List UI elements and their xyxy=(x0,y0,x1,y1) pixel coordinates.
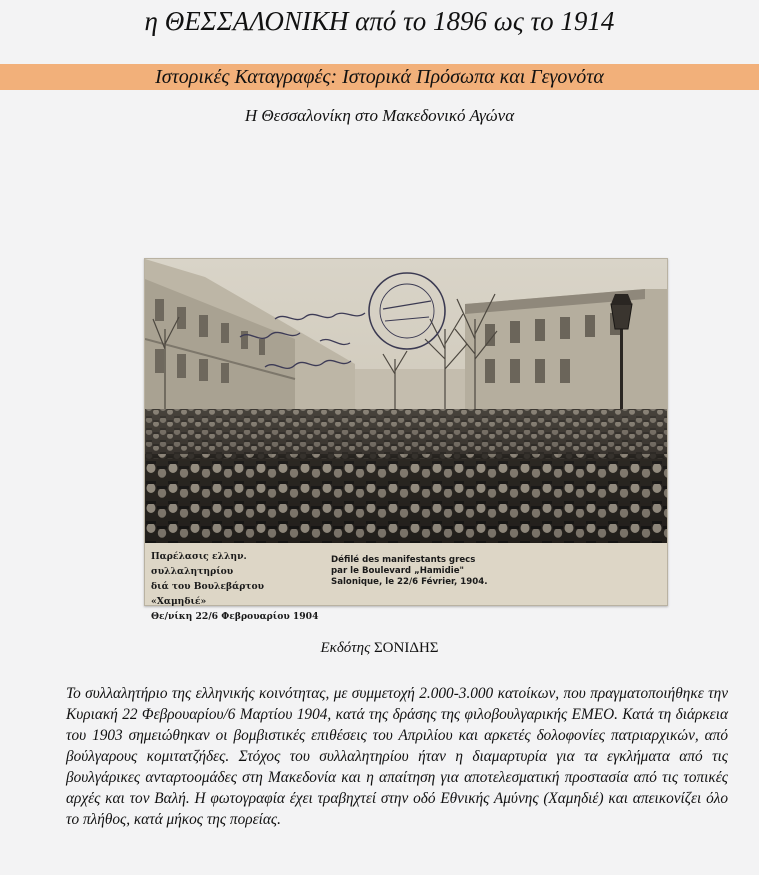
caption-french-line-2: par le Boulevard „Hamidie" xyxy=(331,566,465,576)
caption-french-line-1: Défilé des manifestants grecs xyxy=(331,555,476,565)
page-title: η ΘΕΣΣΑΛΟΝΙΚΗ από το 1896 ως το 1914 xyxy=(144,6,615,36)
description-text: Το συλλαλητήριο της ελληνικής κοινότητας, με συμμετοχή 2.000-3.000 κατοίκων, που πραγματοποιήθηκε την Κυριακή 22 Φεβρουαρίου/6 Μαρτίου 1904, κατά της δράσης της φιλοβουλγαρικής ΕΜΕΟ. Κατά τη διάρκεια του 1903 σημειώθηκαν οι βομβιστικές επιθέσεις του Απριλίου και αρκετές δολοφονίες πατριαρχικών, από βούλγαρους κομιτατζήδες. Στόχος του συλλαλητηρίου ήταν η διαμαρτυρία για τα εγκλήματα από τις βουλγάρικες ανταρτοομάδες στη Μακεδονία και η απαίτηση για αποτελεσματική προστασία από τις τοπικές αρχές και τον Βαλή. Η φωτογραφία έχει τραβηχτεί στην οδό Εθνικής Αμύνης (Χαμηδιέ) και απεικονίζει όλο το πλήθος, κατά μήκος της πορείας. xyxy=(66,685,728,828)
caption-greek-line-1: Παρέλασις ελλην. συλλαλητηρίου xyxy=(151,551,247,577)
postcard-caption-greek xyxy=(151,549,321,624)
postcard-caption-french xyxy=(331,555,531,588)
caption-greek-line-2: διά του Βουλεβάρτου «Χαμηδιέ» xyxy=(151,581,264,607)
caption-french-line-3: Salonique, le 22/6 Février, 1904. xyxy=(331,577,488,587)
page-subtitle: Η Θεσσαλονίκη στο Μακεδονικό Αγώνα xyxy=(244,106,515,125)
publisher-name: ΣΟΝΙΔΗΣ xyxy=(373,640,439,656)
section-banner: Ιστορικές Καταγραφές: Ιστορικά Πρόσωπα και Γεγονότα xyxy=(0,64,759,90)
postcard-image xyxy=(144,258,668,622)
caption-greek-line-3: Θε/νίκη 22/6 Φεβρουαρίου 1904 xyxy=(151,611,319,622)
publisher-label: Εκδότης xyxy=(320,640,371,656)
publisher-line xyxy=(0,640,759,657)
